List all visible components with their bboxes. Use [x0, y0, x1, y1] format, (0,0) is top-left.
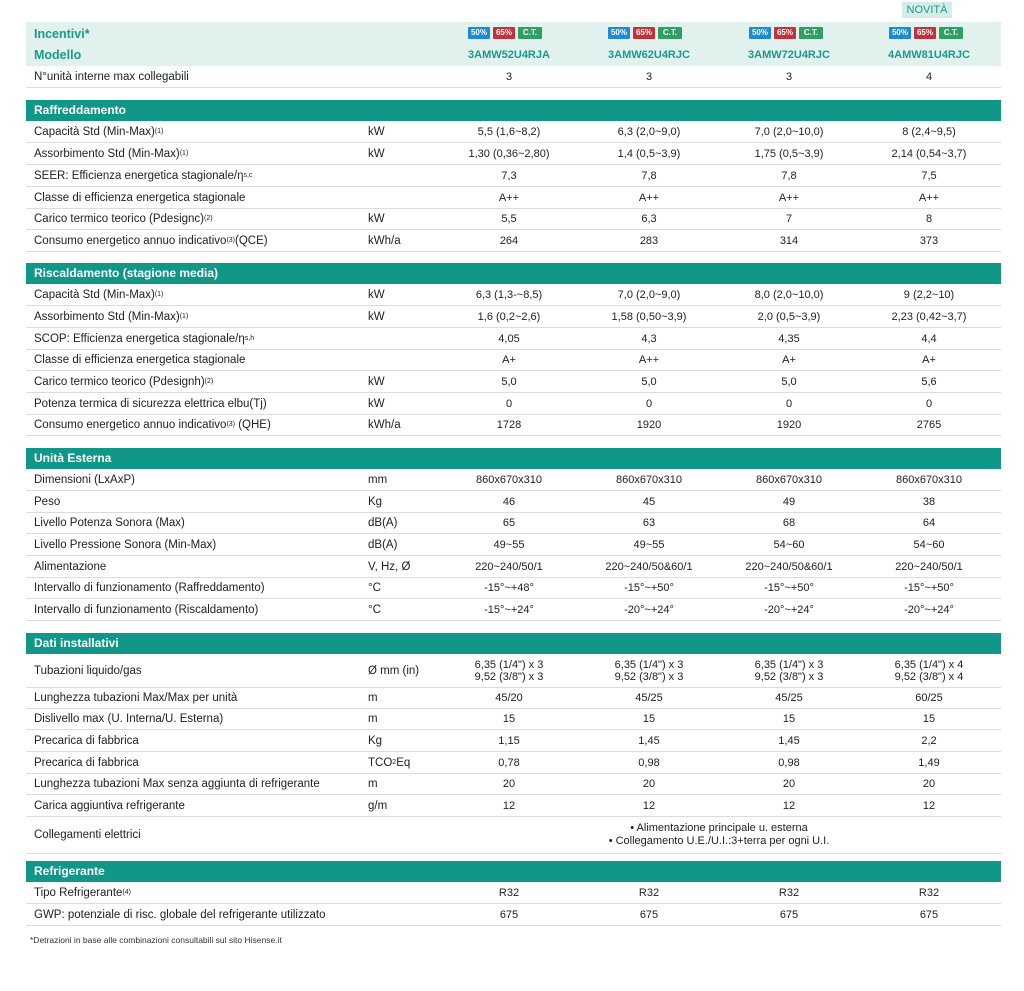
table-row — [26, 773, 1001, 795]
cell-value: 4,05 — [498, 332, 520, 345]
table-row — [26, 752, 1001, 774]
cell-value: 0 — [925, 397, 933, 410]
table-row — [26, 165, 1001, 187]
cell-value: A++ — [778, 191, 800, 204]
cell-value: • Alimentazione principale u. esterna • Collegamento U.E./U.I.:3+terra per ogni U.I. — [608, 822, 830, 847]
row-label: Collegamenti elettrici — [34, 829, 141, 841]
cell-value: 220~240/50/1 — [475, 560, 543, 573]
row-label: SCOP: Efficienza energetica stagionale/η s,h — [34, 332, 255, 345]
cell-value: 2,0 (0,5~3,9) — [757, 310, 821, 323]
cell-value: R32 — [778, 886, 800, 899]
cell-value: 220~240/50&60/1 — [745, 560, 833, 573]
badge-ct: C.T. — [658, 27, 682, 39]
cell-value: 220~240/50/1 — [895, 560, 963, 573]
cell-value: A+ — [922, 353, 936, 366]
row-label: Carica aggiuntiva refrigerante — [34, 799, 185, 812]
model-name: 4AMW81U4RJC — [888, 49, 970, 61]
cell-value: 15 — [922, 712, 936, 725]
badge-50: 50% — [889, 27, 911, 39]
cell-value: 6,3 (1,3-~8,5) — [475, 288, 543, 301]
cell-value: 0,98 — [638, 756, 660, 769]
cell-value: -15°~+24° — [484, 603, 534, 616]
cell-value: 68 — [782, 516, 796, 529]
cell-value: 1,4 (0,5~3,9) — [617, 147, 681, 160]
table-row — [26, 414, 1001, 436]
row-unit: mm — [368, 473, 388, 486]
row-label: Classe di efficienza energetica stagionale — [34, 191, 246, 204]
cell-value: A++ — [918, 191, 940, 204]
table-row — [26, 491, 1001, 513]
row-unit: kWh/a — [368, 234, 401, 247]
table-row — [26, 708, 1001, 730]
cell-value: R32 — [498, 886, 520, 899]
cell-value: 3 — [785, 70, 793, 83]
row-label: Assorbimento Std (Min-Max) (1) — [34, 147, 189, 160]
cell-value: 12 — [642, 799, 656, 812]
row-unit: m — [368, 712, 378, 725]
section-header-refrigerante: Refrigerante — [26, 861, 1001, 882]
cell-value: 63 — [642, 516, 656, 529]
badge-65: 65% — [914, 27, 936, 39]
cell-value: 12 — [782, 799, 796, 812]
cell-value: 6,3 — [641, 212, 657, 225]
cell-value: 49~55 — [493, 538, 525, 551]
model-name: 3AMW62U4RJC — [608, 49, 690, 61]
cell-value: 0 — [505, 397, 513, 410]
cell-value: A+ — [502, 353, 516, 366]
row-label: Carico termico teorico (Pdesignc) (2) — [34, 212, 213, 225]
row-unit: kWh/a — [368, 418, 401, 431]
cell-value: 8 — [925, 212, 933, 225]
cell-value: 2765 — [916, 418, 942, 431]
cell-value: 20 — [922, 777, 936, 790]
table-row — [26, 349, 1001, 371]
cell-value: 3 — [645, 70, 653, 83]
cell-value: -20°~+24° — [624, 603, 674, 616]
cell-value: 49~55 — [633, 538, 665, 551]
row-label: Intervallo di funzionamento (Riscaldamento) — [34, 603, 259, 616]
cell-value: 0 — [785, 397, 793, 410]
row-label: Carico termico teorico (Pdesignh) (2) — [34, 375, 214, 388]
cell-value: 0,78 — [498, 756, 520, 769]
incentives-label: Incentivi* — [34, 27, 90, 41]
table-row — [26, 371, 1001, 393]
cell-value: 60/25 — [915, 691, 943, 704]
row-label: Intervallo di funzionamento (Raffreddamento) — [34, 581, 265, 594]
table-row — [26, 795, 1001, 817]
table-row — [26, 306, 1001, 328]
table-row — [26, 730, 1001, 752]
section-header-raffreddamento: Raffreddamento — [26, 100, 1001, 121]
table-row — [26, 654, 1001, 688]
badge-ct: C.T. — [799, 27, 823, 39]
cell-value: -20°~+24° — [764, 603, 814, 616]
cell-value: 1,75 (0,5~3,9) — [754, 147, 824, 160]
row-label: Livello Pressione Sonora (Min-Max) — [34, 538, 217, 551]
row-unit: °C — [368, 603, 381, 616]
table-row — [26, 328, 1001, 350]
badge-50: 50% — [608, 27, 630, 39]
row-label: Tipo Refrigerante (4) — [34, 886, 131, 899]
cell-value: 38 — [922, 495, 936, 508]
cell-value: 6,35 (1/4") x 3 9,52 (3/8") x 3 — [474, 658, 544, 683]
model-label: Modello — [34, 48, 82, 62]
row-unit: kW — [368, 212, 385, 225]
row-unit: kW — [368, 125, 385, 138]
row-label: Alimentazione — [34, 560, 107, 573]
table-row — [26, 121, 1001, 143]
badge-50: 50% — [468, 27, 490, 39]
cell-value: 2,14 (0,54~3,7) — [891, 147, 967, 160]
row-unit: kW — [368, 288, 385, 301]
row-unit: kW — [368, 397, 385, 410]
cell-value: 6,35 (1/4") x 4 9,52 (3/8") x 4 — [894, 658, 964, 683]
table-row — [26, 143, 1001, 165]
cell-value: 7,0 (2,0~9,0) — [617, 288, 681, 301]
cell-value: 9 (2,2~10) — [903, 288, 955, 301]
incentive-badges — [889, 27, 963, 39]
cell-value: A++ — [498, 191, 520, 204]
cell-value: 46 — [502, 495, 516, 508]
cell-value: 7,8 — [781, 169, 797, 182]
cell-value: 1,15 — [498, 734, 520, 747]
row-label: Consumo energetico annuo indicativo (3) (QHE) — [34, 418, 271, 431]
table-row — [26, 534, 1001, 556]
cell-value: 1,6 (0,2~2,6) — [477, 310, 541, 323]
row-label: Dislivello max (U. Interna/U. Esterna) — [34, 712, 224, 725]
cell-value: 5,5 (1,6~8,2) — [477, 125, 541, 138]
cell-value: 1,30 (0,36~2,80) — [468, 147, 550, 160]
incentive-badges — [608, 27, 682, 39]
cell-value: 0,98 — [778, 756, 800, 769]
cell-value: 860x670x310 — [895, 473, 963, 486]
cell-value: 283 — [639, 234, 659, 247]
table-row — [26, 687, 1001, 709]
table-row — [26, 882, 1001, 904]
row-unit: TCO 2 Eq — [368, 756, 411, 769]
cell-value: R32 — [638, 886, 660, 899]
row-unit: V, Hz, Ø — [368, 560, 411, 573]
row-label: N°unità interne max collegabili — [34, 70, 189, 83]
row-label: GWP: potenziale di risc. globale del refrigerante utilizzato — [34, 908, 326, 921]
row-unit: dB(A) — [368, 516, 398, 529]
cell-value: 45 — [642, 495, 656, 508]
cell-value: 264 — [499, 234, 519, 247]
row-label: Capacità Std (Min-Max) (1) — [34, 288, 164, 301]
incentive-badges — [468, 27, 542, 39]
row-unit: kW — [368, 375, 385, 388]
cell-value: 3 — [505, 70, 513, 83]
badge-65: 65% — [633, 27, 655, 39]
row-label: SEER: Efficienza energetica stagionale/η s,c — [34, 169, 253, 182]
badge-65: 65% — [493, 27, 515, 39]
cell-value: 1,49 — [918, 756, 940, 769]
cell-value: 7,8 — [641, 169, 657, 182]
cell-value: -15°~+50° — [624, 581, 674, 594]
footnote: *Detrazioni in base alle combinazioni consultabili sul sito Hisense.it — [30, 935, 282, 945]
table-row — [26, 469, 1001, 491]
cell-value: 675 — [639, 908, 659, 921]
cell-value: 12 — [922, 799, 936, 812]
cell-value: -15°~+50° — [764, 581, 814, 594]
row-label: Potenza termica di sicurezza elettrica elbu(Tj) — [34, 397, 267, 410]
badge-ct: C.T. — [939, 27, 963, 39]
table-row — [26, 556, 1001, 578]
cell-value: 65 — [502, 516, 516, 529]
cell-value: 1,45 — [778, 734, 800, 747]
cell-value: -15°~+50° — [904, 581, 954, 594]
cell-value: 4 — [925, 70, 933, 83]
row-label: Assorbimento Std (Min-Max) (1) — [34, 310, 189, 323]
cell-value: 675 — [499, 908, 519, 921]
cell-value: 4,4 — [921, 332, 937, 345]
cell-value: 5,0 — [641, 375, 657, 388]
row-label: Dimensioni (LxAxP) — [34, 473, 135, 486]
cell-value: 4,3 — [641, 332, 657, 345]
cell-value: 49 — [782, 495, 796, 508]
cell-value: 1,45 — [638, 734, 660, 747]
cell-value: 5,6 — [921, 375, 937, 388]
cell-value: 20 — [782, 777, 796, 790]
table-row — [26, 284, 1001, 306]
cell-value: 860x670x310 — [475, 473, 543, 486]
cell-value: 54~60 — [773, 538, 805, 551]
cell-value: 6,35 (1/4") x 3 9,52 (3/8") x 3 — [614, 658, 684, 683]
section-header-dati-installativi: Dati installativi — [26, 633, 1001, 654]
cell-value: 5,0 — [501, 375, 517, 388]
cell-value: 675 — [779, 908, 799, 921]
cell-value: -15°~+48° — [484, 581, 534, 594]
cell-value: 6,3 (2,0~9,0) — [617, 125, 681, 138]
cell-value: 1920 — [636, 418, 662, 431]
table-row — [26, 904, 1001, 926]
badge-65: 65% — [774, 27, 796, 39]
badge-50: 50% — [749, 27, 771, 39]
row-label: Precarica di fabbrica — [34, 756, 139, 769]
table-row — [26, 230, 1001, 252]
row-unit: Kg — [368, 734, 383, 747]
cell-value: 8 (2,4~9,5) — [902, 125, 956, 138]
table-row — [26, 817, 1001, 854]
row-label: Peso — [34, 495, 61, 508]
row-label: Lunghezza tubazioni Max/Max per unità — [34, 691, 238, 704]
cell-value: 220~240/50&60/1 — [605, 560, 693, 573]
row-unit: °C — [368, 581, 381, 594]
cell-value: 373 — [919, 234, 939, 247]
cell-value: 1,58 (0,50~3,9) — [611, 310, 687, 323]
cell-value: 1728 — [496, 418, 522, 431]
row-unit: dB(A) — [368, 538, 398, 551]
table-row — [26, 599, 1001, 621]
table-row — [26, 66, 1001, 88]
cell-value: 5,0 — [781, 375, 797, 388]
table-row — [26, 393, 1001, 415]
badge-ct: C.T. — [518, 27, 542, 39]
cell-value: 2,2 — [921, 734, 937, 747]
cell-value: 12 — [502, 799, 516, 812]
cell-value: 7 — [785, 212, 793, 225]
row-label: Classe di efficienza energetica stagionale — [34, 353, 246, 366]
table-row — [26, 187, 1001, 209]
row-unit: m — [368, 777, 378, 790]
row-unit: kW — [368, 310, 385, 323]
row-label: Precarica di fabbrica — [34, 734, 139, 747]
row-unit: g/m — [368, 799, 388, 812]
cell-value: 675 — [919, 908, 939, 921]
cell-value: R32 — [918, 886, 940, 899]
row-unit: Kg — [368, 495, 383, 508]
section-header-riscaldamento: Riscaldamento (stagione media) — [26, 263, 1001, 284]
cell-value: 1920 — [776, 418, 802, 431]
cell-value: 0 — [645, 397, 653, 410]
cell-value: 45/20 — [495, 691, 523, 704]
cell-value: 7,5 — [921, 169, 937, 182]
cell-value: A+ — [782, 353, 796, 366]
cell-value: 20 — [502, 777, 516, 790]
cell-value: 860x670x310 — [615, 473, 683, 486]
cell-value: 45/25 — [635, 691, 663, 704]
incentive-badges — [749, 27, 823, 39]
cell-value: 7,3 — [501, 169, 517, 182]
row-unit: kW — [368, 147, 385, 160]
model-name: 3AMW52U4RJA — [468, 49, 550, 61]
row-unit: m — [368, 691, 378, 704]
row-unit: Ø mm (in) — [368, 664, 420, 677]
row-label: Livello Potenza Sonora (Max) — [34, 516, 185, 529]
cell-value: 6,35 (1/4") x 3 9,52 (3/8") x 3 — [754, 658, 824, 683]
cell-value: 15 — [642, 712, 656, 725]
cell-value: 64 — [922, 516, 936, 529]
cell-value: -20°~+24° — [904, 603, 954, 616]
model-name: 3AMW72U4RJC — [748, 49, 830, 61]
cell-value: 2,23 (0,42~3,7) — [891, 310, 967, 323]
cell-value: 314 — [779, 234, 799, 247]
cell-value: A++ — [638, 191, 660, 204]
section-header-unita-esterna: Unità Esterna — [26, 448, 1001, 469]
table-row — [26, 208, 1001, 230]
cell-value: 15 — [782, 712, 796, 725]
row-label: Capacità Std (Min-Max) (1) — [34, 125, 164, 138]
cell-value: 5,5 — [501, 212, 517, 225]
row-label: Consumo energetico annuo indicativo (3) (QCE) — [34, 234, 268, 247]
table-row — [26, 577, 1001, 599]
novita-badge: NOVITÀ — [902, 2, 952, 18]
row-label: Lunghezza tubazioni Max senza aggiunta di refrigerante — [34, 777, 320, 790]
cell-value: 45/25 — [775, 691, 803, 704]
cell-value: 8,0 (2,0~10,0) — [754, 288, 824, 301]
table-row — [26, 512, 1001, 534]
cell-value: 54~60 — [913, 538, 945, 551]
cell-value: A++ — [638, 353, 660, 366]
cell-value: 15 — [502, 712, 516, 725]
row-label: Tubazioni liquido/gas — [34, 664, 142, 677]
cell-value: 20 — [642, 777, 656, 790]
cell-value: 4,35 — [778, 332, 800, 345]
cell-value: 7,0 (2,0~10,0) — [754, 125, 824, 138]
cell-value: 860x670x310 — [755, 473, 823, 486]
